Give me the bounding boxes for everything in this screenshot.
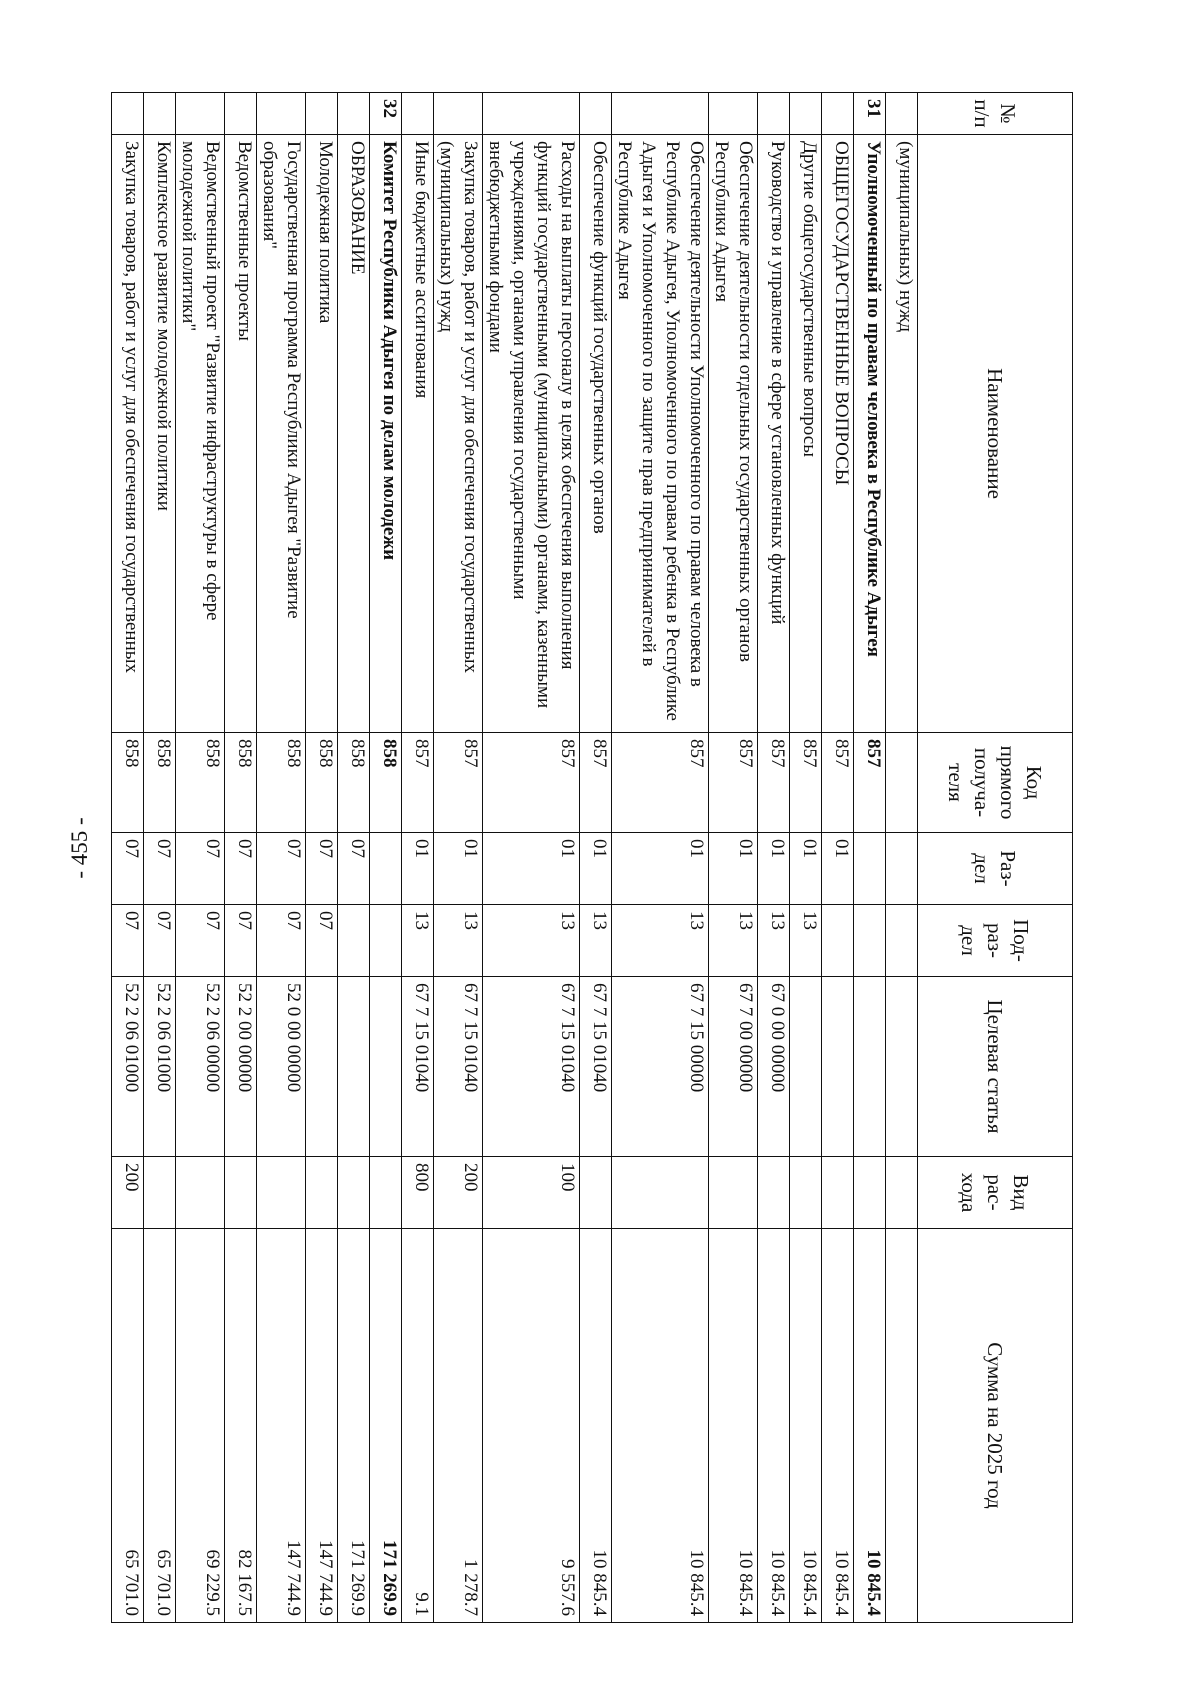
cell-kod: 858 xyxy=(225,733,257,833)
cell-num xyxy=(112,93,144,135)
cell-num xyxy=(886,93,918,135)
cell-razdel: 01 xyxy=(612,833,709,905)
cell-vid xyxy=(758,1157,790,1229)
cell-razdel xyxy=(886,833,918,905)
cell-num xyxy=(402,93,434,135)
table-row xyxy=(306,93,338,1623)
cell-name: Обеспечение деятельности Уполномоченного по правам человека в Республике Адыгея, Уполномоченного по правам ребенка в Республике Адыгея и Уполномоченного по защите прав предпринимателей в Республике Адыгея xyxy=(612,135,709,733)
cell-podrazdel xyxy=(822,905,854,977)
table-row xyxy=(402,93,434,1623)
cell-statya xyxy=(370,977,402,1157)
cell-summa: 147 744.9 xyxy=(306,1229,338,1623)
cell-vid: 800 xyxy=(402,1157,434,1229)
cell-summa: 10 845.4 xyxy=(822,1229,854,1623)
table-row xyxy=(612,93,709,1623)
cell-summa: 10 845.4 xyxy=(580,1229,612,1623)
col-header-kod: Код прямого получа-теля xyxy=(918,733,1073,833)
cell-name: Комплексное развитие молодежной политики xyxy=(144,135,176,733)
cell-num xyxy=(709,93,758,135)
cell-podrazdel xyxy=(886,905,918,977)
cell-statya: 52 2 06 01000 xyxy=(112,977,144,1157)
budget-table xyxy=(111,92,1073,1623)
table-row xyxy=(822,93,854,1623)
cell-kod: 857 xyxy=(612,733,709,833)
cell-kod: 857 xyxy=(402,733,434,833)
cell-name: Закупка товаров, работ и услуг для обеспечения государственных (муниципальных) нужд xyxy=(434,135,483,733)
cell-razdel: 01 xyxy=(434,833,483,905)
cell-vid: 200 xyxy=(112,1157,144,1229)
col-header-vid: Вид рас-хода xyxy=(918,1157,1073,1229)
cell-vid xyxy=(257,1157,306,1229)
cell-statya: 67 7 00 00000 xyxy=(709,977,758,1157)
cell-razdel: 07 xyxy=(176,833,225,905)
cell-podrazdel: 07 xyxy=(176,905,225,977)
cell-vid xyxy=(790,1157,822,1229)
cell-summa: 10 845.4 xyxy=(612,1229,709,1623)
col-header-name: Наименование xyxy=(918,135,1073,733)
cell-statya: 67 7 15 00000 xyxy=(612,977,709,1157)
cell-statya xyxy=(886,977,918,1157)
cell-podrazdel xyxy=(854,905,886,977)
cell-summa: 10 845.4 xyxy=(854,1229,886,1623)
table-row xyxy=(758,93,790,1623)
cell-vid xyxy=(822,1157,854,1229)
cell-razdel xyxy=(854,833,886,905)
cell-statya: 67 7 15 01040 xyxy=(580,977,612,1157)
cell-vid xyxy=(612,1157,709,1229)
cell-razdel: 07 xyxy=(338,833,370,905)
cell-num xyxy=(306,93,338,135)
cell-name: Ведомственные проекты xyxy=(225,135,257,733)
cell-razdel: 01 xyxy=(822,833,854,905)
cell-summa: 10 845.4 xyxy=(709,1229,758,1623)
cell-num xyxy=(790,93,822,135)
table-row xyxy=(483,93,580,1623)
cell-statya xyxy=(338,977,370,1157)
cell-podrazdel: 13 xyxy=(790,905,822,977)
cell-podrazdel xyxy=(338,905,370,977)
table-row xyxy=(709,93,758,1623)
cell-vid: 100 xyxy=(483,1157,580,1229)
cell-name: ОБЩЕГОСУДАРСТВЕННЫЕ ВОПРОСЫ xyxy=(822,135,854,733)
cell-kod: 857 xyxy=(483,733,580,833)
cell-kod: 857 xyxy=(790,733,822,833)
cell-name: Закупка товаров, работ и услуг для обеспечения государственных xyxy=(112,135,144,733)
col-header-summa: Сумма на 2025 год xyxy=(918,1229,1073,1623)
cell-podrazdel: 07 xyxy=(306,905,338,977)
table-row xyxy=(790,93,822,1623)
cell-kod: 858 xyxy=(144,733,176,833)
cell-summa: 65 701.0 xyxy=(144,1229,176,1623)
cell-summa: 10 845.4 xyxy=(758,1229,790,1623)
cell-num xyxy=(225,93,257,135)
cell-razdel: 01 xyxy=(483,833,580,905)
cell-statya xyxy=(854,977,886,1157)
cell-kod: 857 xyxy=(822,733,854,833)
table-row xyxy=(144,93,176,1623)
cell-num xyxy=(176,93,225,135)
col-header-num: № п/п xyxy=(918,93,1073,135)
cell-podrazdel: 13 xyxy=(612,905,709,977)
cell-vid xyxy=(580,1157,612,1229)
cell-razdel: 01 xyxy=(580,833,612,905)
cell-podrazdel: 13 xyxy=(483,905,580,977)
cell-statya: 67 0 00 00000 xyxy=(758,977,790,1157)
cell-podrazdel: 13 xyxy=(758,905,790,977)
cell-kod: 858 xyxy=(338,733,370,833)
cell-num xyxy=(580,93,612,135)
cell-podrazdel: 07 xyxy=(257,905,306,977)
cell-vid xyxy=(709,1157,758,1229)
cell-summa: 9 557.6 xyxy=(483,1229,580,1623)
cell-name: Обеспечение деятельности отдельных государственных органов Республики Адыгея xyxy=(709,135,758,733)
cell-name: Другие общегосударственные вопросы xyxy=(790,135,822,733)
cell-summa: 9.1 xyxy=(402,1229,434,1623)
cell-name: Обеспечение функций государственных органов xyxy=(580,135,612,733)
cell-kod: 858 xyxy=(257,733,306,833)
cell-name: Государственная программа Республики Адыгея "Развитие образования" xyxy=(257,135,306,733)
cell-razdel xyxy=(370,833,402,905)
cell-razdel: 01 xyxy=(758,833,790,905)
cell-vid xyxy=(370,1157,402,1229)
cell-razdel: 07 xyxy=(112,833,144,905)
table-row xyxy=(886,93,918,1623)
cell-statya: 52 2 06 01000 xyxy=(144,977,176,1157)
cell-name: (муниципальных) нужд xyxy=(886,135,918,733)
cell-num: 31 xyxy=(854,93,886,135)
cell-num xyxy=(257,93,306,135)
budget-table-rotated xyxy=(118,92,1073,1622)
col-header-razdel: Раз-дел xyxy=(918,833,1073,905)
cell-statya: 67 7 15 01040 xyxy=(402,977,434,1157)
cell-name: Комитет Республики Адыгея по делам молодежи xyxy=(370,135,402,733)
cell-kod: 857 xyxy=(709,733,758,833)
cell-num xyxy=(612,93,709,135)
table-row xyxy=(257,93,306,1623)
table-row xyxy=(370,93,402,1623)
cell-num xyxy=(434,93,483,135)
cell-podrazdel: 07 xyxy=(225,905,257,977)
header-row xyxy=(918,93,1073,1623)
cell-statya: 67 7 15 01040 xyxy=(434,977,483,1157)
cell-summa: 1 278.7 xyxy=(434,1229,483,1623)
cell-num xyxy=(758,93,790,135)
cell-statya: 52 2 00 00000 xyxy=(225,977,257,1157)
cell-statya: 52 0 00 00000 xyxy=(257,977,306,1157)
cell-summa: 171 269.9 xyxy=(370,1229,402,1623)
cell-summa: 82 167.5 xyxy=(225,1229,257,1623)
cell-vid xyxy=(306,1157,338,1229)
cell-name: ОБРАЗОВАНИЕ xyxy=(338,135,370,733)
cell-name: Молодежная политика xyxy=(306,135,338,733)
cell-kod: 858 xyxy=(176,733,225,833)
cell-summa: 65 701.0 xyxy=(112,1229,144,1623)
cell-num xyxy=(822,93,854,135)
table-body xyxy=(112,93,918,1623)
cell-podrazdel: 13 xyxy=(709,905,758,977)
cell-razdel: 01 xyxy=(709,833,758,905)
cell-name: Иные бюджетные ассигнования xyxy=(402,135,434,733)
cell-statya xyxy=(790,977,822,1157)
cell-vid xyxy=(854,1157,886,1229)
table-row xyxy=(225,93,257,1623)
cell-razdel: 01 xyxy=(402,833,434,905)
table-row xyxy=(176,93,225,1623)
cell-num: 32 xyxy=(370,93,402,135)
cell-razdel: 01 xyxy=(790,833,822,905)
cell-num xyxy=(483,93,580,135)
cell-vid xyxy=(338,1157,370,1229)
cell-podrazdel: 13 xyxy=(434,905,483,977)
cell-vid xyxy=(176,1157,225,1229)
cell-name: Уполномоченный по правам человека в Республике Адыгея xyxy=(854,135,886,733)
page-number: - 455 - xyxy=(67,817,92,879)
cell-num xyxy=(338,93,370,135)
cell-kod xyxy=(886,733,918,833)
cell-vid xyxy=(225,1157,257,1229)
cell-num xyxy=(144,93,176,135)
cell-summa xyxy=(886,1229,918,1623)
cell-statya: 67 7 15 01040 xyxy=(483,977,580,1157)
cell-kod: 857 xyxy=(854,733,886,833)
cell-kod: 857 xyxy=(434,733,483,833)
cell-statya xyxy=(306,977,338,1157)
cell-summa: 147 744.9 xyxy=(257,1229,306,1623)
col-header-statya: Целевая статья xyxy=(918,977,1073,1157)
cell-summa: 10 845.4 xyxy=(790,1229,822,1623)
cell-podrazdel: 07 xyxy=(144,905,176,977)
table-row xyxy=(338,93,370,1623)
cell-statya: 52 2 06 00000 xyxy=(176,977,225,1157)
cell-kod: 858 xyxy=(306,733,338,833)
cell-statya xyxy=(822,977,854,1157)
cell-summa: 171 269.9 xyxy=(338,1229,370,1623)
cell-podrazdel: 07 xyxy=(112,905,144,977)
cell-vid xyxy=(886,1157,918,1229)
cell-podrazdel: 13 xyxy=(402,905,434,977)
cell-kod: 857 xyxy=(580,733,612,833)
table-row xyxy=(112,93,144,1623)
cell-name: Расходы на выплаты персоналу в целях обеспечения выполнения функций государственными (муниципальными) органами, казенными учреждениями, органами управления государственными внебюджетными фондами xyxy=(483,135,580,733)
cell-summa: 69 229.5 xyxy=(176,1229,225,1623)
col-header-podrazdel: Под-раз-дел xyxy=(918,905,1073,977)
table-row xyxy=(434,93,483,1623)
cell-kod: 857 xyxy=(758,733,790,833)
cell-podrazdel xyxy=(370,905,402,977)
cell-vid: 200 xyxy=(434,1157,483,1229)
table-row xyxy=(854,93,886,1623)
cell-kod: 858 xyxy=(112,733,144,833)
cell-razdel: 07 xyxy=(306,833,338,905)
cell-vid xyxy=(144,1157,176,1229)
cell-razdel: 07 xyxy=(144,833,176,905)
cell-podrazdel: 13 xyxy=(580,905,612,977)
cell-razdel: 07 xyxy=(257,833,306,905)
cell-name: Руководство и управление в сфере установленных функций xyxy=(758,135,790,733)
cell-name: Ведомственный проект "Развитие инфраструктуры в сфере молодежной политики" xyxy=(176,135,225,733)
table-row xyxy=(580,93,612,1623)
cell-kod: 858 xyxy=(370,733,402,833)
cell-razdel: 07 xyxy=(225,833,257,905)
